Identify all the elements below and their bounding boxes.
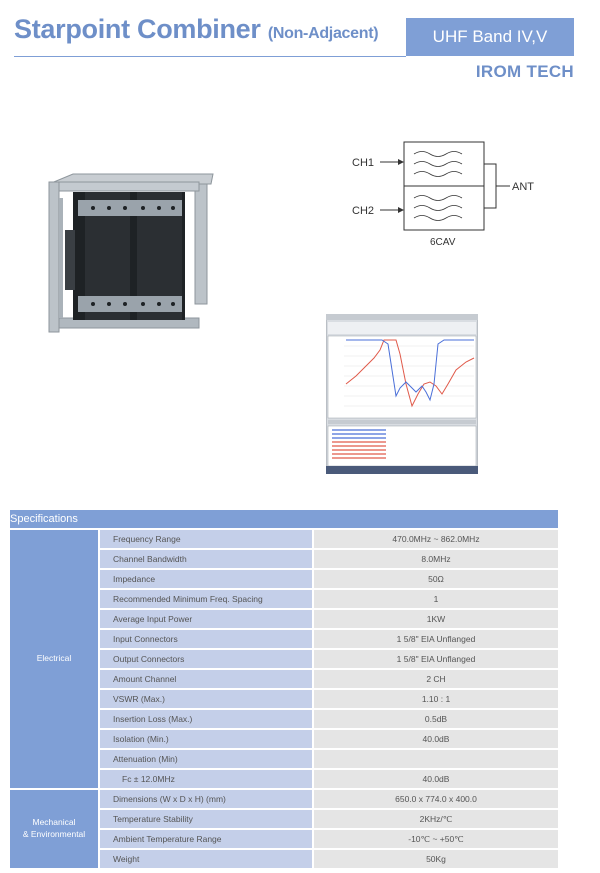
param-name: Isolation (Min.) xyxy=(99,729,313,749)
param-name: Weight xyxy=(99,849,313,869)
param-value: 8.0MHz xyxy=(313,549,558,569)
param-name: Output Connectors xyxy=(99,649,313,669)
spec-table xyxy=(10,510,558,870)
param-value: -10℃ ~ +50℃ xyxy=(313,829,558,849)
param-value: 1 xyxy=(313,589,558,609)
company-name: IROM TECH xyxy=(475,62,574,81)
param-name: Ambient Temperature Range xyxy=(99,829,313,849)
diagram-ant-label: ANT xyxy=(512,181,534,193)
diagram-caption: 6CAV xyxy=(430,237,456,248)
title-rule xyxy=(14,56,406,57)
param-name: Impedance xyxy=(99,569,313,589)
param-value: 0.5dB xyxy=(313,709,558,729)
param-name: Amount Channel xyxy=(99,669,313,689)
spec-header-row xyxy=(10,510,558,529)
page-title xyxy=(14,14,378,45)
param-name: Fc ± 12.0MHz xyxy=(99,769,313,789)
diagram-ch1-label: CH1 xyxy=(352,157,375,169)
param-name: Insertion Loss (Max.) xyxy=(99,709,313,729)
param-value: 40.0dB xyxy=(313,769,558,789)
param-name: Attenuation (Min) xyxy=(99,749,313,769)
param-name: Dimensions (W x D x H) (mm) xyxy=(99,789,313,809)
product-photo xyxy=(45,170,217,342)
param-value: 2KHz/℃ xyxy=(313,809,558,829)
param-value: 470.0MHz ~ 862.0MHz xyxy=(313,529,558,549)
category-mechanical xyxy=(10,789,99,869)
param-value: 1 5/8" EIA Unflanged xyxy=(313,649,558,669)
param-name: Average Input Power xyxy=(99,609,313,629)
param-value: 1.10 : 1 xyxy=(313,689,558,709)
param-value: 1KW xyxy=(313,609,558,629)
param-name: Frequency Range xyxy=(99,529,313,549)
param-name: Channel Bandwidth xyxy=(99,549,313,569)
title-main: Starpoint Combiner xyxy=(14,14,261,44)
category-line: Mechanical xyxy=(32,817,76,828)
block-diagram xyxy=(340,130,550,255)
param-name: VSWR (Max.) xyxy=(99,689,313,709)
param-value: 50Kg xyxy=(313,849,558,869)
param-value: 1 5/8" EIA Unflanged xyxy=(313,629,558,649)
param-value xyxy=(313,749,558,769)
title-subtitle: (Non-Adjacent) xyxy=(267,25,379,42)
param-value: 50Ω xyxy=(313,569,558,589)
analyzer-screenshot xyxy=(326,314,478,474)
param-value: 650.0 x 774.0 x 400.0 xyxy=(313,789,558,809)
param-name: Temperature Stability xyxy=(99,809,313,829)
table-row xyxy=(10,529,558,549)
band-badge: UHF Band IV,V xyxy=(406,18,574,56)
param-name: Recommended Minimum Freq. Spacing xyxy=(99,589,313,609)
diagram-ch2-label: CH2 xyxy=(352,205,375,217)
category-line: & Environmental xyxy=(22,829,86,839)
param-name: Input Connectors xyxy=(99,629,313,649)
category-electrical: Electrical xyxy=(10,529,99,789)
table-row xyxy=(10,789,558,809)
param-value: 40.0dB xyxy=(313,729,558,749)
spec-heading: Specifications xyxy=(10,510,558,529)
param-value: 2 CH xyxy=(313,669,558,689)
